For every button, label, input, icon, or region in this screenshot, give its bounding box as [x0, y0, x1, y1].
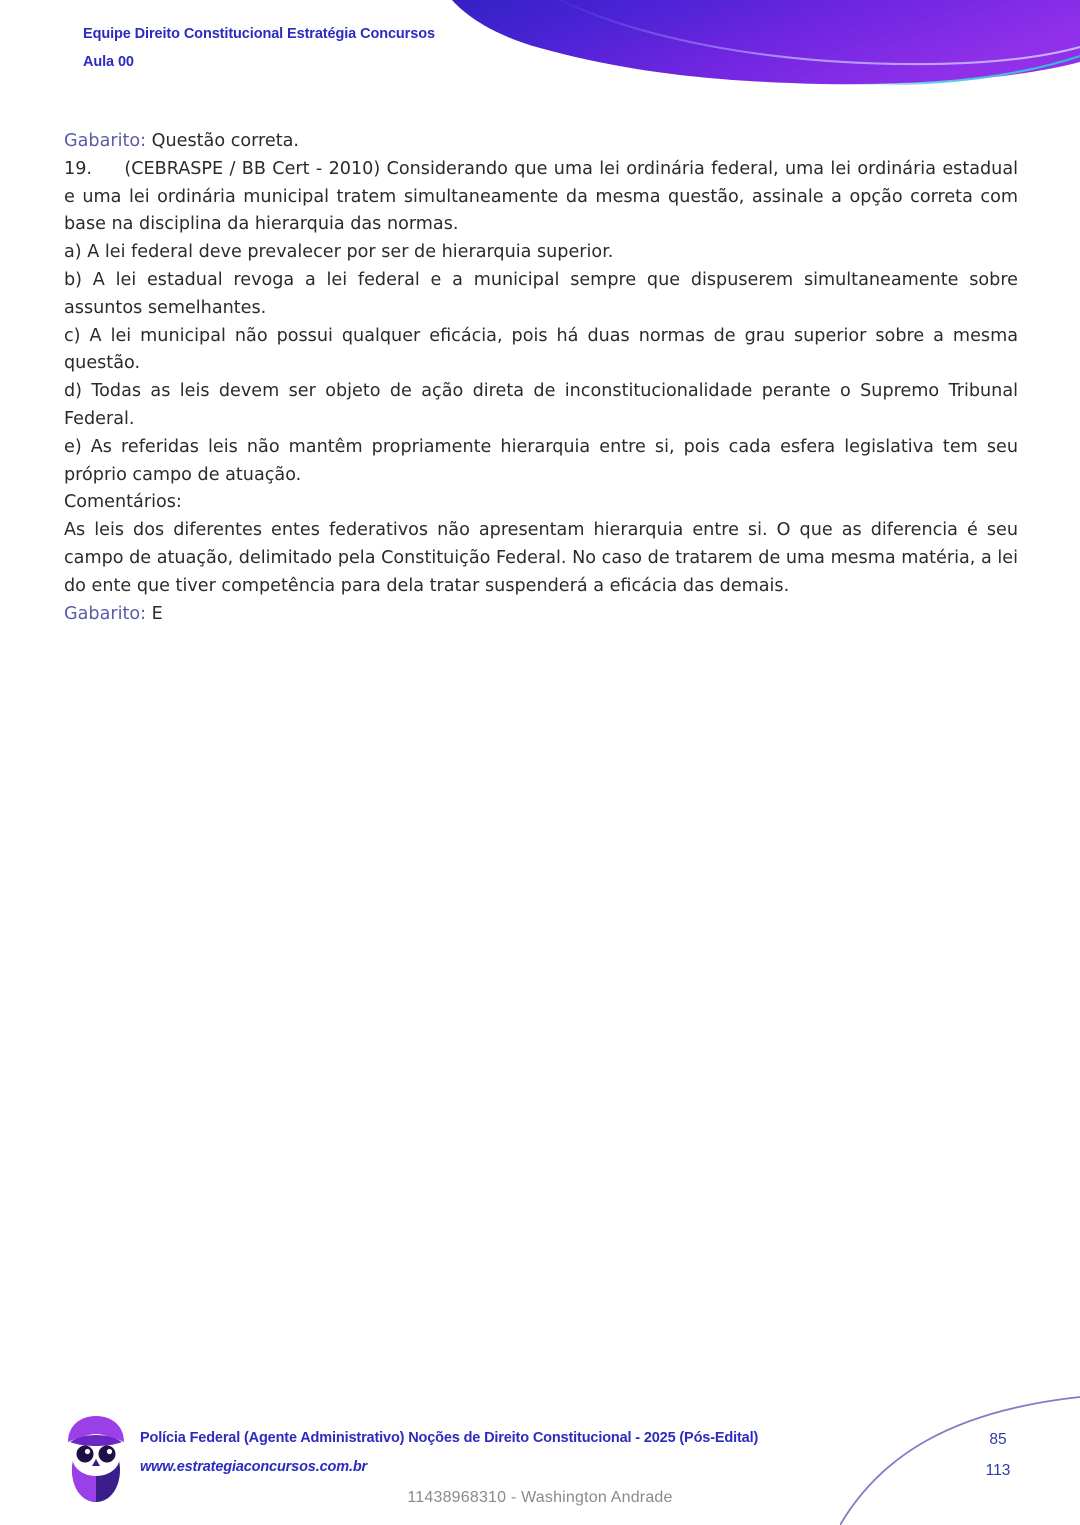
question-stem — [64, 156, 1018, 239]
comments-body: As leis dos diferentes entes federativos não apresentam hierarquia entre si. O que as diferencia é seu campo de atuação, delimitado pela Constituição Federal. No caso de tratarem de uma mesma matéria, a lei do ente que tiver competência para dela tratar suspenderá a eficácia das demais. — [64, 520, 1018, 596]
header-course-team: Equipe Direito Constitucional Estratégia Concursos — [83, 26, 435, 42]
footer-website[interactable]: www.estrategiaconcursos.com.br — [140, 1459, 368, 1475]
current-page-number: 85 — [989, 1431, 1007, 1448]
previous-answer-label: Gabarito: — [64, 131, 147, 151]
page-number-block — [968, 1432, 1028, 1478]
comments-label: Comentários: — [64, 492, 182, 513]
user-watermark: 11438968310 - Washington Andrade — [407, 1489, 673, 1506]
question-stem-text: (CEBRASPE / BB Cert - 2010) Considerando que uma lei ordinária federal, uma lei ordinária estadual e uma lei ordinária municipal tratem simultaneamente da mesma questão, assinale a opção correta com base na disciplina da hierarquia das normas. — [64, 158, 1018, 235]
answer-label: Gabarito: — [64, 603, 147, 624]
header-text-block — [83, 27, 435, 69]
question-option-c: c) A lei municipal não possui qualquer eficácia, pois há duas normas de grau superior sobre a mesma questão. — [64, 325, 1018, 374]
previous-answer-value: Questão correta. — [151, 131, 300, 151]
footer-course-title: Polícia Federal (Agente Administrativo) Noções de Direito Constitucional - 2025 (Pós-Edital) — [140, 1430, 759, 1446]
answer-value: E — [151, 603, 163, 624]
footer-text-block — [140, 1430, 758, 1475]
answer-line — [64, 601, 1018, 629]
question-option-e: e) As referidas leis não mantêm propriamente hierarquia entre si, pois cada esfera legislativa tem seu próprio campo de atuação. — [64, 436, 1018, 485]
page-content — [64, 128, 1018, 628]
question-option-d: d) Todas as leis devem ser objeto de ação direta de inconstitucionalidade perante o Supremo Tribunal Federal. — [64, 381, 1018, 429]
question-option-a: a) A lei federal deve prevalecer por ser de hierarquia superior. — [64, 242, 614, 263]
previous-answer-line — [64, 128, 1018, 156]
total-page-number: 113 — [985, 1461, 1011, 1479]
page-footer — [0, 1390, 1080, 1525]
header-lesson: Aula 00 — [83, 53, 134, 70]
question-number: 19. — [64, 158, 92, 179]
question-option-b: b) A lei estadual revoga a lei federal e a municipal sempre que dispuserem simultaneamente sobre assuntos semelhantes. — [64, 269, 1018, 318]
